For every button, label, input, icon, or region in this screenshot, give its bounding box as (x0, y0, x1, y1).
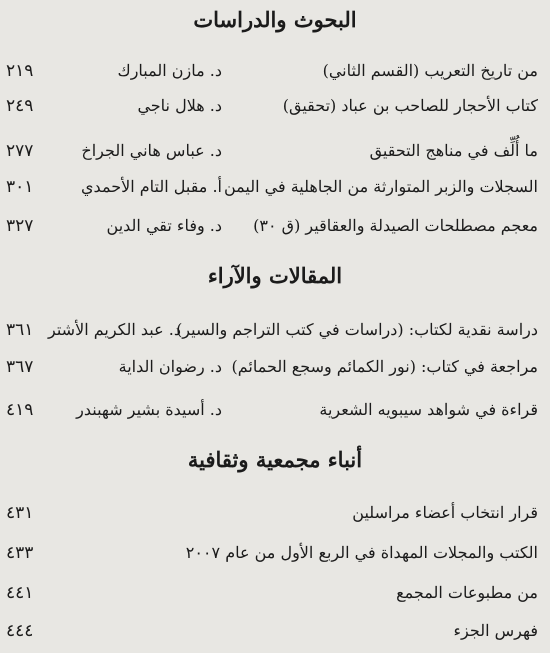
entry-title: كتاب الأحجار للصاحب بن عباد (تحقيق) (282, 96, 538, 115)
entry-page-number: ٣٦١ (6, 320, 34, 340)
entry-title: مراجعة في كتاب: (نور الكمائم وسجع الحمائم) (231, 357, 538, 376)
entry-title: من مطبوعات المجمع (396, 583, 538, 602)
entry-title: الكتب والمجلات المهداة في الربع الأول من عام ٢٠٠٧ (185, 543, 538, 562)
entry-page-number: ٤٤٤ (6, 621, 34, 641)
entry-page-number: ٤١٩ (6, 400, 34, 420)
entry-page-number: ٣٠١ (6, 177, 34, 197)
entry-author: د. رضوان الداية (118, 357, 222, 376)
entry-page-number: ٤٣١ (6, 503, 34, 523)
toc-entry (0, 172, 550, 202)
section-heading-news: أنباء مجمعية وثقافية (187, 447, 363, 472)
toc-entry (0, 56, 550, 86)
section-heading-research: البحوث والدراسات (193, 7, 357, 32)
entry-author: د. وفاء تقي الدين (106, 216, 222, 235)
entry-page-number: ٣٢٧ (6, 216, 34, 236)
entry-title: فهرس الجزء (453, 621, 538, 640)
entry-title: معجم مصطلحات الصيدلة والعقاقير (ق ٣٠) (253, 216, 538, 235)
entry-title: السجلات والزبر المتوارثة من الجاهلية في اليمن (223, 177, 538, 196)
entry-author: د. عبد الكريم الأشتر (48, 320, 181, 339)
entry-title: قرار انتخاب أعضاء مراسلين (352, 503, 538, 522)
entry-page-number: ٤٤١ (6, 583, 34, 603)
toc-entry (0, 352, 550, 382)
entry-author: د. هلال ناجي (137, 96, 222, 115)
entry-author: د. عباس هاني الجراخ (81, 141, 222, 160)
section-heading-articles: المقالات والآراء (207, 263, 343, 288)
entry-title: من تاريخ التعريب (القسم الثاني) (322, 61, 538, 80)
entry-author: أ. مقبل التام الأحمدي (81, 177, 222, 196)
entry-page-number: ٤٣٣ (6, 543, 34, 563)
entry-title: دراسة نقدية لكتاب: (دراسات في كتب التراجم والسير) (176, 320, 538, 339)
entry-page-number: ٢١٩ (6, 61, 34, 81)
toc-entry (0, 91, 550, 121)
toc-entry (0, 538, 550, 568)
toc-entry (0, 211, 550, 241)
entry-author: د. أسيدة بشير شهبندر (76, 400, 222, 419)
entry-page-number: ٢٧٧ (6, 141, 34, 161)
entry-page-number: ٢٤٩ (6, 96, 34, 116)
entry-title: ما أُلِّف في مناهج التحقيق (369, 141, 538, 160)
entry-author: د. مازن المبارك (117, 61, 222, 80)
toc-entry (0, 315, 550, 345)
toc-entry (0, 578, 550, 608)
toc-entry (0, 498, 550, 528)
toc-entry (0, 616, 550, 646)
entry-title: قراءة في شواهد سيبويه الشعرية (319, 400, 538, 419)
toc-entry (0, 395, 550, 425)
toc-entry (0, 136, 550, 166)
entry-page-number: ٣٦٧ (6, 357, 34, 377)
